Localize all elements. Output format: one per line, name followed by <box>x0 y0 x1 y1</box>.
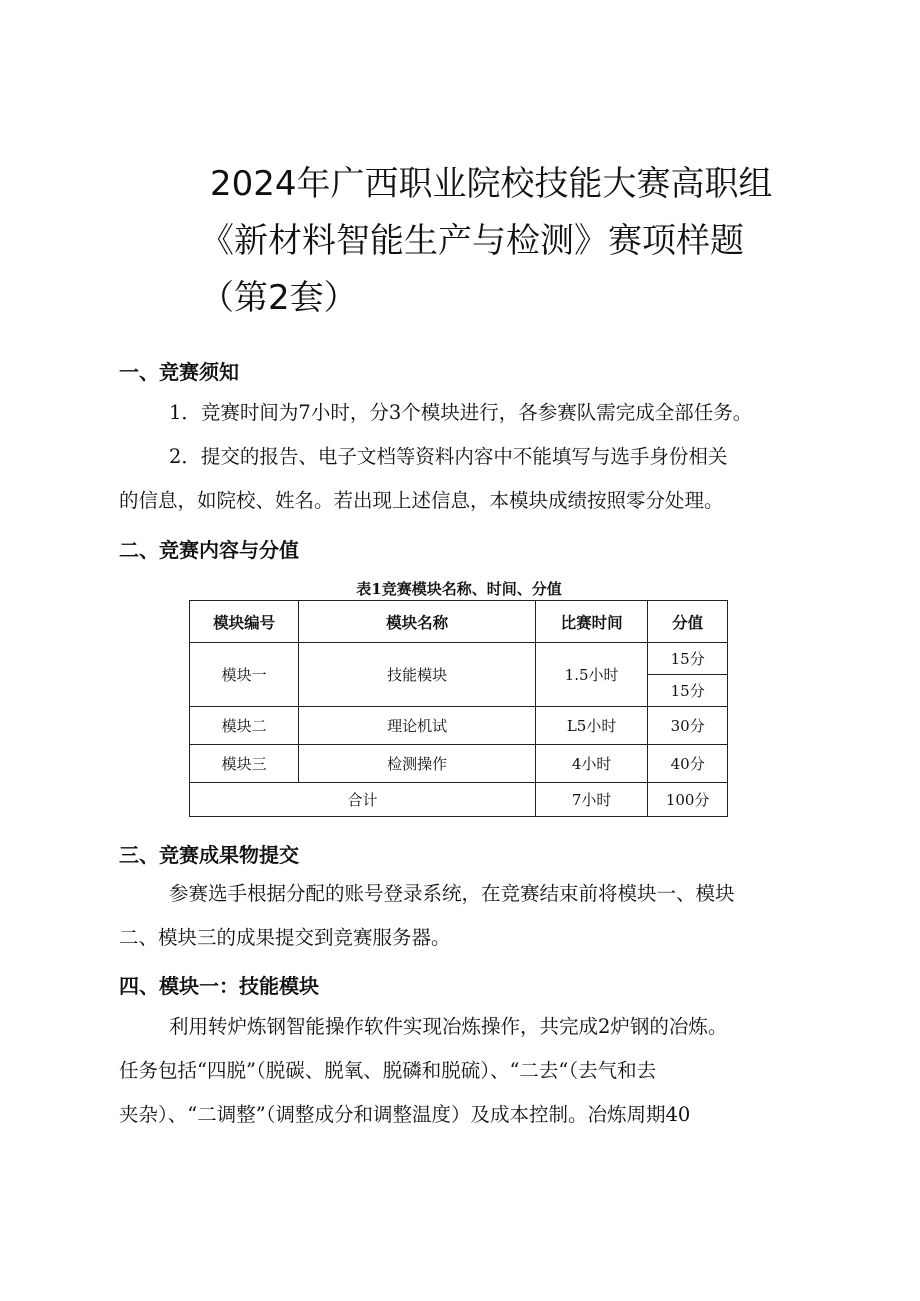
document-title <box>200 156 810 327</box>
table-caption <box>0 578 920 599</box>
notice-item-2-line-1: 2．提交的报告、电子文档等资料内容中不能填写与选手身份相关 <box>169 445 728 468</box>
module-time-cell: 4小时 <box>535 745 647 783</box>
module-score-cell: 40分 <box>648 745 728 783</box>
notice-item-2-line-2: 的信息，如院校、姓名。若出现上述信息，本模块成绩按照零分处理。 <box>119 489 724 512</box>
section-1-heading: 一、竞赛须知 <box>119 360 239 384</box>
section-3-heading: 三、竞赛成果物提交 <box>119 843 299 867</box>
total-time-cell: 7小时 <box>535 783 647 817</box>
submission-line-1: 参赛选手根据分配的账号登录系统，在竞赛结束前将模块一、模块 <box>169 882 735 905</box>
total-label-cell: 合计 <box>190 783 536 817</box>
table-header-row <box>190 601 728 643</box>
module1-line-3: 夹杂）、“二调整”（调整成分和调整温度）及成本控制。冶炼周期40 <box>119 1103 691 1126</box>
table-caption-text: 表1竞赛模块名称、时间、分值 <box>356 580 562 598</box>
table-total-row <box>190 783 728 817</box>
table-header-cell: 模块名称 <box>299 601 536 643</box>
module-id-cell: 模块三 <box>190 745 299 783</box>
module-name-cell: 理论机试 <box>299 707 536 745</box>
module1-line-2: 任务包括“四脱”（脱碳、脱氧、脱磷和脱硫）、“二去“（去气和去 <box>119 1059 657 1082</box>
table-header-cell: 比赛时间 <box>535 601 647 643</box>
module-id-cell: 模块一 <box>190 643 299 707</box>
title-line-2: 《新材料智能生产与检测》赛项样题 <box>200 221 744 261</box>
module-time-cell: L5小时 <box>535 707 647 745</box>
table-row <box>190 643 728 675</box>
section-4-heading: 四、模块一：技能模块 <box>119 974 319 998</box>
section-2-heading: 二、竞赛内容与分值 <box>119 538 299 562</box>
table-header-cell: 分值 <box>648 601 728 643</box>
title-line-1: 2024年广西职业院校技能大赛高职组 <box>210 164 773 204</box>
table-header-cell: 模块编号 <box>190 601 299 643</box>
module-score-cell: 15分 <box>648 675 728 707</box>
module-table <box>189 600 728 817</box>
table-row <box>190 707 728 745</box>
module-score-cell: 15分 <box>648 643 728 675</box>
table-row <box>190 745 728 783</box>
submission-line-2: 二、模块三的成果提交到竞赛服务器。 <box>119 926 451 949</box>
section-3-body <box>119 872 799 960</box>
total-score-cell: 100分 <box>648 783 728 817</box>
module-name-cell: 检测操作 <box>299 745 536 783</box>
section-1-body <box>119 391 799 523</box>
module1-line-1: 利用转炉炼钢智能操作软件实现冶炼操作，共完成2炉钢的冶炼。 <box>169 1015 728 1038</box>
module-score-cell: 30分 <box>648 707 728 745</box>
module-name-cell: 技能模块 <box>299 643 536 707</box>
module-id-cell: 模块二 <box>190 707 299 745</box>
section-4-body <box>119 1005 799 1137</box>
notice-item-1: 1．竞赛时间为7小时，分3个模块进行，各参赛队需完成全部任务。 <box>169 401 753 424</box>
title-line-3: （第2套） <box>200 278 358 318</box>
module-time-cell: 1.5小时 <box>535 643 647 707</box>
